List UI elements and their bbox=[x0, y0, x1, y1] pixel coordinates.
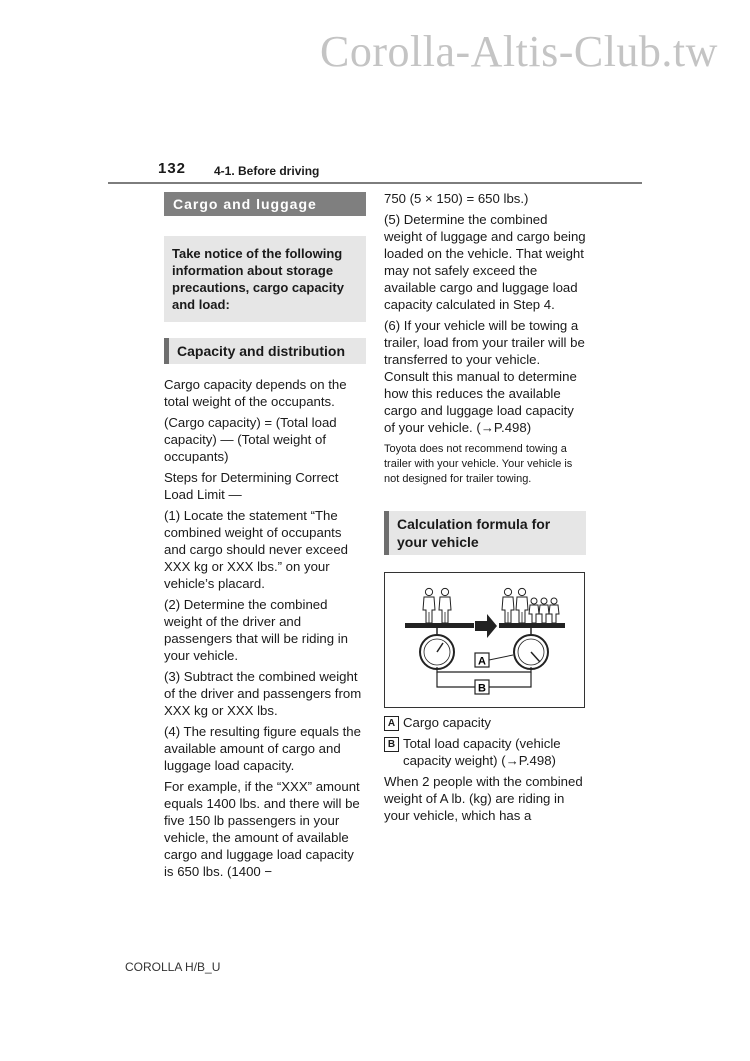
subheading-calculation: Calculation formula for your vehicle bbox=[384, 511, 586, 555]
footer-manual-code: COROLLA H/B_U bbox=[125, 960, 221, 974]
load-capacity-diagram bbox=[384, 572, 585, 708]
right-scale-gauge-icon bbox=[514, 635, 548, 669]
watermark: Corolla-Altis-Club.tw bbox=[320, 27, 718, 76]
diagram-illustration bbox=[385, 573, 584, 707]
left-platform bbox=[405, 588, 474, 635]
legend-item-b bbox=[384, 735, 586, 769]
paragraph: Steps for Determining Correct Load Limit — bbox=[164, 470, 339, 502]
left-scale-gauge-icon bbox=[420, 635, 454, 669]
section-heading: Cargo and luggage bbox=[164, 192, 366, 216]
header-divider bbox=[108, 182, 642, 184]
legend-item-a bbox=[384, 714, 586, 731]
page-number: 132 bbox=[158, 160, 187, 177]
paragraph: (3) Subtract the combined weight of the driver and passengers from XXX kg or XXX lbs. bbox=[164, 669, 362, 718]
notice-box: Take notice of the following information about storage precautions, cargo capacity and load: bbox=[164, 236, 366, 322]
paragraph: (Cargo capacity) = (Total load capacity) — (Total weight of occupants) bbox=[164, 415, 337, 464]
right-platform bbox=[499, 588, 565, 635]
diagram-label-a: A bbox=[478, 655, 486, 668]
arrow-right-icon bbox=[475, 614, 497, 638]
paragraph: For example, if the “XXX” amount equals 1400 lbs. and there will be five 150 lb passengers in your vehicle, the amount of available cargo and luggage load capacity is 650 lbs. (1400 − bbox=[164, 779, 360, 879]
legend-key-b: B bbox=[384, 737, 399, 752]
towing-note: Toyota does not recommend towing a trailer with your vehicle. Your vehicle is not designed for trailer towing. bbox=[384, 443, 573, 485]
legend-text-a: Cargo capacity bbox=[403, 715, 491, 730]
bracket-b bbox=[437, 672, 531, 695]
right-column bbox=[384, 190, 586, 828]
paragraph: When 2 people with the combined weight of A lb. (kg) are riding in your vehicle, which has a bbox=[384, 774, 583, 823]
paragraph: (6) If your vehicle will be towing a trailer, load from your trailer will be transferred to your vehicle. Consult this manual to determine how this reduces the available cargo and luggage load capacity of your vehicle. (→P.498) bbox=[384, 318, 585, 435]
left-column bbox=[164, 192, 366, 884]
paragraph: (5) Determine the combined weight of luggage and cargo being loaded on the vehicle. That weight may not safely exceed the available cargo and luggage load capacity calculated in Step 4. bbox=[384, 212, 586, 312]
paragraph: 750 (5 × 150) = 650 lbs.) bbox=[384, 191, 529, 206]
paragraph: (1) Locate the statement “The combined weight of occupants and cargo should never exceed XXX kg or XXX lbs.” on your vehicle’s placard. bbox=[164, 508, 349, 591]
diagram-label-b: B bbox=[478, 682, 486, 695]
section-title: 4-1. Before driving bbox=[214, 164, 320, 178]
subheading-capacity: Capacity and distribution bbox=[164, 338, 366, 364]
paragraph: (2) Determine the combined weight of the driver and passengers that will be riding in your vehicle. bbox=[164, 597, 348, 663]
legend-text-b: Total load capacity (vehicle capacity weight) (→P.498) bbox=[403, 736, 561, 768]
paragraph: (4) The resulting figure equals the available amount of cargo and luggage load capacity. bbox=[164, 724, 361, 773]
paragraph: Cargo capacity depends on the total weight of the occupants. bbox=[164, 377, 347, 409]
legend-key-a: A bbox=[384, 716, 399, 731]
